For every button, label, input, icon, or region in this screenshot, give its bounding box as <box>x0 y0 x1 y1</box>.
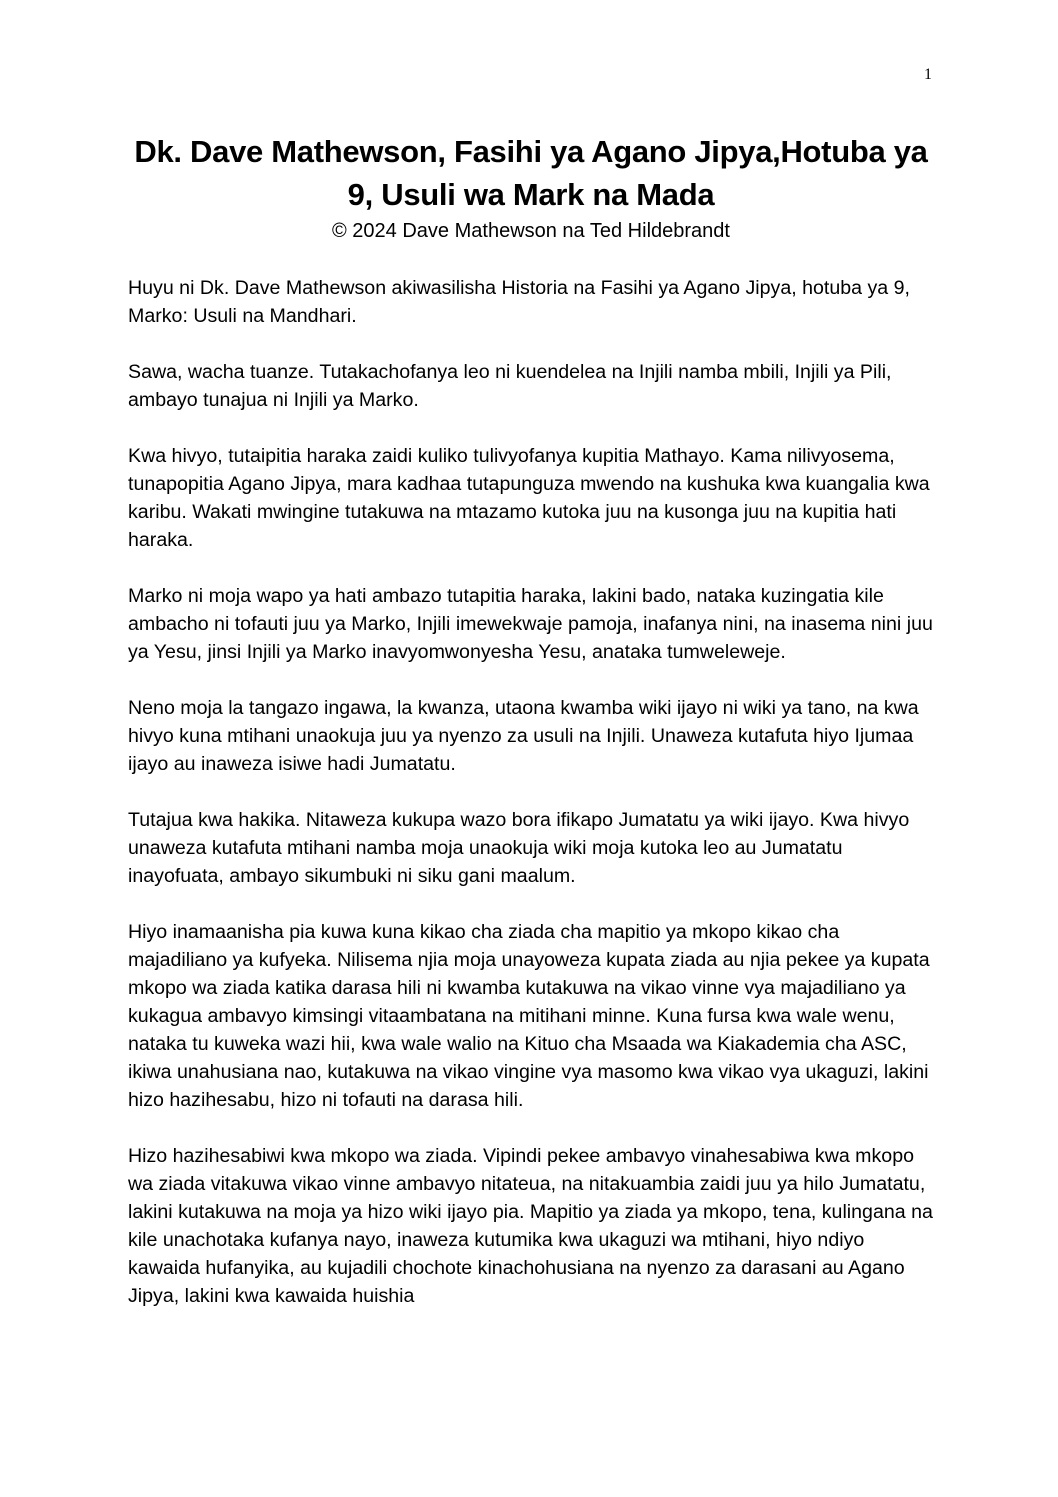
paragraph-5: Neno moja la tangazo ingawa, la kwanza, utaona kwamba wiki ijayo ni wiki ya tano, na kwa hivyo kuna mtihani unaokuja juu ya nyenzo za usuli na Injili. Unaweza kutafuta hiyo Ijumaa ijayo au inaweza isiwe hadi Jumatatu. <box>128 697 919 775</box>
document-header <box>128 130 934 245</box>
paragraph-1: Huyu ni Dk. Dave Mathewson akiwasilisha Historia na Fasihi ya Agano Jipya, hotuba ya 9, Marko: Usuli na Mandhari. <box>128 277 910 327</box>
paragraph-4: Marko ni moja wapo ya hati ambazo tutapitia haraka, lakini bado, nataka kuzingatia kile ambacho ni tofauti juu ya Marko, Injili imewekwaje pamoja, inafanya nini, na inasema nini juu ya Yesu, jinsi Injili ya Marko inavyomwonyesha Yesu, anataka tumweleweje. <box>128 585 933 663</box>
copyright-line: © 2024 Dave Mathewson na Ted Hildebrandt <box>332 220 730 242</box>
document-body <box>128 274 940 1338</box>
paragraph-7: Hiyo inamaanisha pia kuwa kuna kikao cha ziada cha mapitio ya mkopo kikao cha majadiliano ya kufyeka. Nilisema njia moja unayoweza kupata ziada au njia pekee ya kupata mkopo wa ziada katika darasa hili ni kwamba kutakuwa na vikao vinne vya majadiliano ya kukagua ambavyo kimsingi vitaambatana na mitihani minne. Kuna fursa kwa wale wenu, nataka tu kuweka wazi hii, kwa wale walio na Kituo cha Msaada wa Kiakademia cha ASC, ikiwa unahusiana nao, kutakuwa na vikao vingine vya masomo kwa vikao vya ukaguzi, lakini hizo hazihesabu, hizo ni tofauti na darasa hili. <box>128 921 930 1111</box>
paragraph-3: Kwa hivyo, tutaipitia haraka zaidi kuliko tulivyofanya kupitia Mathayo. Kama nilivyosema, tunapopitia Agano Jipya, mara kadhaa tutapunguza mwendo na kushuka kwa kuangalia kwa karibu. Wakati mwingine tutakuwa na mtazamo kutoka juu na kusonga juu na kupitia hati haraka. <box>128 445 930 551</box>
paragraph-8: Hizo hazihesabiwi kwa mkopo wa ziada. Vipindi pekee ambavyo vinahesabiwa kwa mkopo wa ziada vitakuwa vikao vinne ambavyo nitateua, na nitakuambia zaidi juu ya hilo Jumatatu, lakini kutakuwa na moja ya hizo wiki ijayo pia. Mapitio ya ziada ya mkopo, tena, kulingana na kile unachotaka kufanya nayo, inaweza kutumika kwa ukaguzi wa mtihani, hiyo ndiyo kawaida hufanyika, au kujadili chochote kinachohusiana na nyenzo za darasani au Agano Jipya, lakini kwa kawaida huishia <box>128 1145 933 1307</box>
document-title: Dk. Dave Mathewson, Fasihi ya Agano Jipya,Hotuba ya 9, Usuli wa Mark na Mada <box>134 134 928 212</box>
paragraph-2: Sawa, wacha tuanze. Tutakachofanya leo ni kuendelea na Injili namba mbili, Injili ya Pili, ambayo tunajua ni Injili ya Marko. <box>128 361 892 411</box>
paragraph-6: Tutajua kwa hakika. Nitaweza kukupa wazo bora ifikapo Jumatatu ya wiki ijayo. Kwa hivyo unaweza kutafuta mtihani namba moja unaokuja wiki moja kutoka leo au Jumatatu inayofuata, ambayo sikumbuki ni siku gani maalum. <box>128 809 910 887</box>
page-number: 1 <box>924 66 932 83</box>
